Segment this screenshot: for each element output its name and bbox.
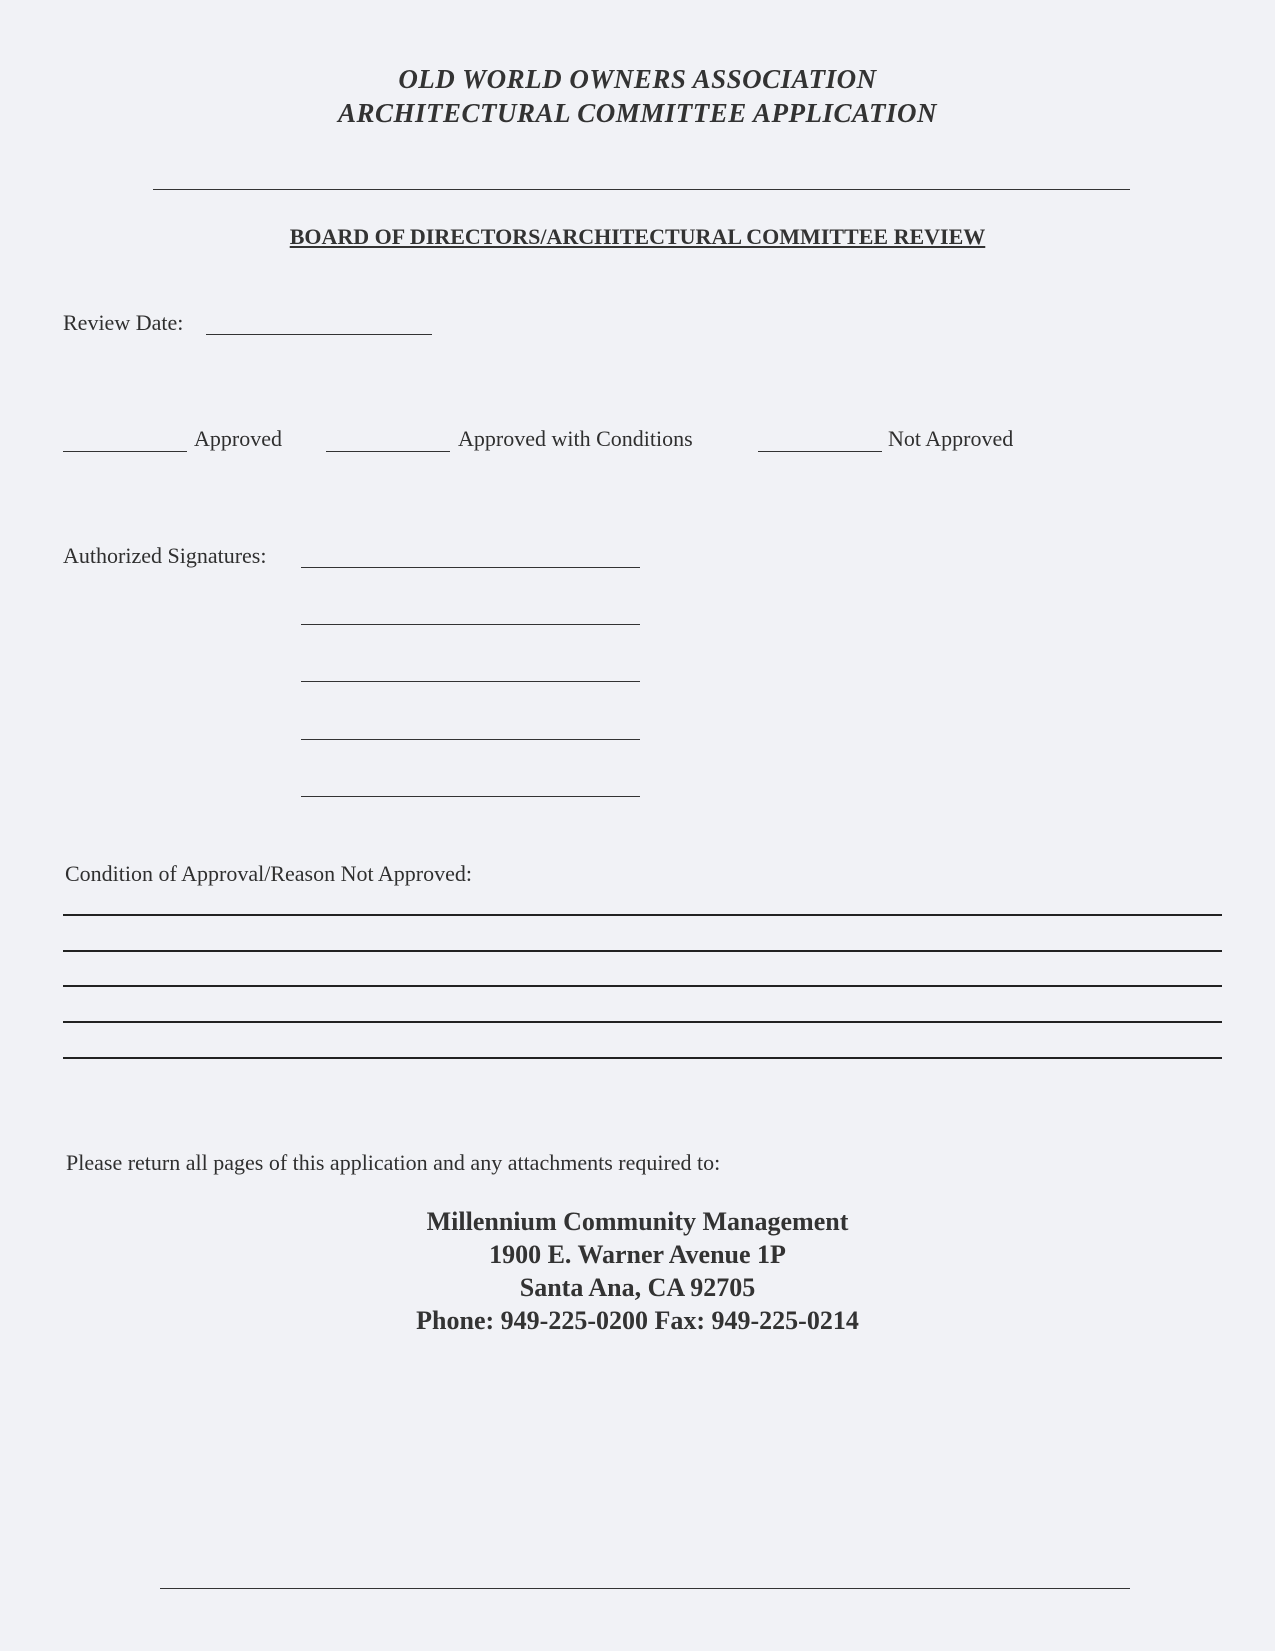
conditions-line[interactable] bbox=[63, 950, 1222, 952]
association-title: OLD WORLD OWNERS ASSOCIATION bbox=[398, 64, 877, 94]
management-address bbox=[0, 1205, 1275, 1337]
conditions-line[interactable] bbox=[63, 985, 1222, 987]
city-state-zip: Santa Ana, CA 92705 bbox=[519, 1273, 756, 1302]
approved-option: Approved bbox=[194, 426, 282, 451]
conditions-line[interactable] bbox=[63, 1057, 1222, 1059]
conditions-line[interactable] bbox=[63, 1021, 1222, 1023]
signature-line[interactable] bbox=[301, 567, 640, 568]
header-divider bbox=[153, 189, 1130, 190]
approved-with-conditions-option: Approved with Conditions bbox=[458, 426, 693, 451]
return-instructions: Please return all pages of this application and any attachments required to: bbox=[66, 1150, 721, 1175]
review-date-field[interactable] bbox=[206, 334, 432, 335]
application-title: ARCHITECTURAL COMMITTEE APPLICATION bbox=[337, 98, 938, 128]
footer-divider bbox=[160, 1588, 1130, 1589]
review-heading: BOARD OF DIRECTORS/ARCHITECTURAL COMMITTEE REVIEW bbox=[289, 224, 986, 249]
signature-line[interactable] bbox=[301, 624, 640, 625]
signature-line[interactable] bbox=[301, 739, 640, 740]
not-approved-checkbox-line[interactable] bbox=[758, 451, 882, 452]
street-address: 1900 E. Warner Avenue 1P bbox=[489, 1240, 786, 1269]
approved-with-conditions-checkbox-line[interactable] bbox=[326, 451, 450, 452]
conditions-label: Condition of Approval/Reason Not Approved: bbox=[65, 861, 472, 886]
conditions-line[interactable] bbox=[63, 914, 1222, 916]
authorized-signatures-label: Authorized Signatures: bbox=[63, 543, 267, 568]
phone-fax: Phone: 949-225-0200 Fax: 949-225-0214 bbox=[416, 1306, 859, 1335]
company-name: Millennium Community Management bbox=[426, 1207, 849, 1236]
review-date-label: Review Date: bbox=[63, 310, 184, 335]
signature-line[interactable] bbox=[301, 681, 640, 682]
signature-line[interactable] bbox=[301, 796, 640, 797]
not-approved-option: Not Approved bbox=[888, 426, 1014, 451]
approved-checkbox-line[interactable] bbox=[63, 451, 187, 452]
